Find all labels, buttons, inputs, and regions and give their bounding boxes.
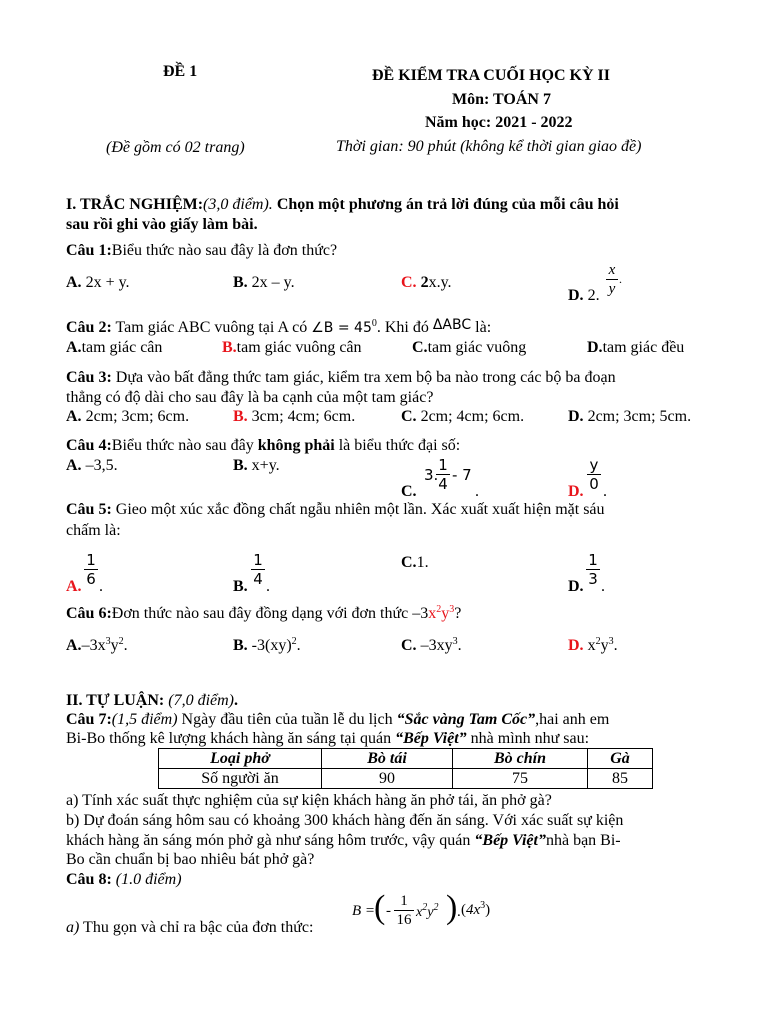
option-label: A. xyxy=(66,274,82,291)
fraction-denominator: 4 xyxy=(438,475,448,493)
q7-shop: “Bếp Việt” xyxy=(395,730,467,747)
q1-option-d xyxy=(568,286,600,305)
q5-a-fraction xyxy=(84,552,98,587)
q1-option-c xyxy=(401,273,452,292)
q7-part-a: a) Tính xác suất thực nghiệm của sự kiện khách hàng ăn phở tái, ăn phở gà? xyxy=(66,792,552,809)
formula-term: 4x xyxy=(466,902,481,918)
q1-d-end: . xyxy=(619,272,622,286)
part1-points: (3,0 điểm). xyxy=(203,196,273,213)
table-cell: 85 xyxy=(588,769,653,789)
q5-b-end: . xyxy=(266,578,270,595)
formula-monomial xyxy=(416,903,438,922)
q3-label: Câu 3: xyxy=(66,369,112,386)
formula-var: x xyxy=(416,905,423,920)
q6-option-d xyxy=(568,636,618,655)
q4-c-post: - 7 xyxy=(452,466,472,484)
q2-text: Tam giác ABC vuông tại A có xyxy=(111,319,312,336)
option-text: x+y. xyxy=(247,457,280,474)
q7-event: “Sắc vàng Tam Cốc” xyxy=(396,711,536,728)
option-text: tam giác vuông cân xyxy=(236,339,362,356)
option-text: tam giác vuông xyxy=(427,339,527,356)
q2-triangle: ΔABC xyxy=(432,317,472,333)
q2-angle: ∠B = 45 xyxy=(311,320,372,336)
exponent: 2 xyxy=(291,636,297,647)
q2-stem xyxy=(66,318,491,338)
q7-text: khách hàng ăn sáng món phở gà như sáng hôm trước, vậy quán xyxy=(66,832,475,849)
exponent: 2 xyxy=(595,636,601,647)
option-text: 2cm; 3cm; 5cm. xyxy=(583,408,692,425)
q1-stem xyxy=(66,241,337,260)
q1-text: Biểu thức nào sau đây là đơn thức? xyxy=(111,242,338,259)
q5-option-c xyxy=(401,553,429,572)
table-cell: 90 xyxy=(322,769,453,789)
q6-var: y xyxy=(441,605,450,622)
q4-option-a xyxy=(66,456,118,475)
option-text: . xyxy=(613,637,618,654)
q8-part-a-label: a) xyxy=(66,919,80,936)
table-header: Bò chín xyxy=(453,749,588,769)
option-text: y xyxy=(110,637,119,654)
option-label: C. xyxy=(401,637,417,654)
option-label: D. xyxy=(568,287,584,304)
table-header: Bò tái xyxy=(322,749,453,769)
formula-second-term: $(4x^3)$ xyxy=(461,900,491,918)
option-text: tam giác đều xyxy=(602,339,685,356)
option-label: B. xyxy=(233,637,248,654)
option-label: C. xyxy=(401,408,417,425)
q7-stem xyxy=(66,710,609,729)
q4-option-d-label: D. xyxy=(568,483,584,500)
q4-label: Câu 4: xyxy=(66,437,112,454)
q3-option-c xyxy=(401,407,524,426)
school-year: Năm học: 2021 - 2022 xyxy=(425,114,573,131)
q4-option-c-label: C. xyxy=(401,483,417,500)
formula-dot: . xyxy=(457,904,461,920)
option-label: A. xyxy=(66,339,82,356)
q3-option-d xyxy=(568,407,691,426)
option-label: D. xyxy=(568,637,584,654)
q4-d-fraction xyxy=(587,457,601,492)
q2-text: . Khi đó xyxy=(376,319,433,336)
option-text: . xyxy=(457,637,462,654)
q7-text: ,hai anh em xyxy=(535,711,610,728)
q6-text: ? xyxy=(454,605,462,622)
q8-label: Câu 8: xyxy=(66,871,112,888)
q4-d-end: . xyxy=(603,483,607,500)
q7-shop: “Bếp Việt” xyxy=(474,832,546,849)
formula-paren-open: ( xyxy=(374,889,386,926)
q7-text: Bi-Bo thống kê lượng khách hàng ăn sáng tại quán xyxy=(66,730,396,747)
q2-option-c xyxy=(412,338,526,357)
option-text: . xyxy=(123,637,128,654)
option-label: B. xyxy=(233,457,248,474)
option-text: 2x + y. xyxy=(81,274,130,291)
q7-part-b-2 xyxy=(66,831,621,850)
part1-heading: I. TRẮC NGHIỆM: xyxy=(66,196,204,213)
exponent: 2 xyxy=(422,902,428,913)
q2-text: là: xyxy=(471,319,492,336)
option-text: –3,5. xyxy=(81,457,118,474)
fraction-numerator: x xyxy=(608,262,616,278)
q6-var: x xyxy=(428,605,437,622)
option-label: D. xyxy=(587,339,603,356)
q4-c-end: . xyxy=(475,483,479,500)
part2-heading: II. TỰ LUẬN: xyxy=(66,692,165,709)
q7-points: (1,5 điểm) xyxy=(111,711,178,728)
formula-fraction xyxy=(394,893,414,928)
q3-stem xyxy=(66,368,616,387)
fraction-numerator: 1 xyxy=(400,893,408,909)
q8-part-a xyxy=(66,918,313,937)
q5-a-end: . xyxy=(99,578,103,595)
q6-text: Đơn thức nào sau đây đồng dạng với đơn thức –3 xyxy=(111,605,429,622)
option-text: 2cm; 3cm; 6cm. xyxy=(81,408,190,425)
part2-heading-line xyxy=(66,691,238,710)
q5-option-d-label: D. xyxy=(568,578,584,595)
q4-stem xyxy=(66,436,460,455)
table-cell: Số người ăn xyxy=(159,769,322,789)
pages-note: (Đề gồm có 02 trang) xyxy=(106,139,245,156)
option-label: C. xyxy=(401,274,417,291)
option-text: x xyxy=(583,637,596,654)
q7-text: nhà mình như sau: xyxy=(466,730,590,747)
option-text: 2. xyxy=(583,287,600,304)
formula-paren-close: ) xyxy=(446,889,458,926)
exam-title: ĐỀ KIỂM TRA CUỐI HỌC KỲ II xyxy=(372,67,610,84)
option-text: y xyxy=(600,637,609,654)
subject: Môn: TOÁN 7 xyxy=(452,91,551,108)
fraction-numerator: 1 xyxy=(86,551,96,569)
q5-text: Gieo một xúc xắc đồng chất ngẫu nhiên một lần. Xác xuất xuất hiện mặt sáu xyxy=(111,501,605,518)
q7-label: Câu 7: xyxy=(66,711,112,728)
q3-text: Dựa vào bất đẳng thức tam giác, kiểm tra xem bộ ba nào trong các bộ ba đoạn xyxy=(111,369,616,386)
q4-option-b xyxy=(233,456,280,475)
q3-option-a xyxy=(66,407,189,426)
time-note: Thời gian: 90 phút (không kể thời gian giao đề) xyxy=(336,138,642,155)
option-label: B. xyxy=(233,274,248,291)
formula-minus: - xyxy=(386,903,391,919)
exponent: 3 xyxy=(449,604,455,615)
option-text: 2x – y. xyxy=(247,274,295,291)
part2-end: . xyxy=(234,692,238,709)
fraction-numerator: 1 xyxy=(438,456,448,474)
table-cell: 75 xyxy=(453,769,588,789)
q2-option-a xyxy=(66,338,162,357)
q6-option-a xyxy=(66,636,128,655)
exponent: 3 xyxy=(480,900,486,911)
q2-option-b xyxy=(222,338,362,357)
q5-b-fraction xyxy=(251,552,265,587)
option-label: C. xyxy=(401,554,417,571)
option-text: . xyxy=(296,637,301,654)
q4-text: Biểu thức nào sau đây xyxy=(111,437,258,454)
q5-stem xyxy=(66,500,605,519)
q4-text-bold: không phải xyxy=(257,437,335,454)
q4-c-fraction xyxy=(436,457,450,492)
q8-points: (1.0 điểm) xyxy=(111,871,182,888)
q1-label: Câu 1: xyxy=(66,242,112,259)
q5-option-a-label: A. xyxy=(66,578,82,595)
table-header: Gà xyxy=(588,749,653,769)
part1-instruction: Chọn một phương án trả lời đúng của mỗi câu hỏi xyxy=(272,196,619,213)
q5-d-fraction xyxy=(586,552,600,587)
q1-option-b xyxy=(233,273,295,292)
customer-table xyxy=(158,748,653,789)
q6-label: Câu 6: xyxy=(66,605,112,622)
table-header-row xyxy=(159,749,653,769)
q7-part-b-3: Bo cần chuẩn bị bao nhiêu bát phở gà? xyxy=(66,851,315,868)
option-text: -3(xy) xyxy=(247,637,292,654)
q5-d-end: . xyxy=(601,578,605,595)
exam-code: ĐỀ 1 xyxy=(163,63,198,80)
q1-d-fraction xyxy=(606,262,618,297)
exponent: 2 xyxy=(433,902,439,913)
option-text: –3x xyxy=(81,637,106,654)
formula-lhs: B = xyxy=(352,903,376,919)
exponent: 3 xyxy=(608,636,614,647)
q7-part-b-1: b) Dự đoán sáng hôm sau có khoảng 300 khách hàng đến ăn sáng. Với xác suất sự kiện xyxy=(66,812,624,829)
option-label: A. xyxy=(66,457,82,474)
q6-option-c xyxy=(401,636,462,655)
fraction-denominator: 0 xyxy=(589,475,599,493)
q4-c-pre: 3. xyxy=(424,466,439,484)
option-label: B. xyxy=(222,339,237,356)
option-label: A. xyxy=(66,408,82,425)
fraction-denominator: 3 xyxy=(588,570,598,588)
exponent: 3 xyxy=(105,636,111,647)
q7-text: nhà bạn Bi- xyxy=(545,832,621,849)
q2-option-d xyxy=(587,338,684,357)
exponent: 2 xyxy=(118,636,124,647)
option-text: 2cm; 4cm; 6cm. xyxy=(416,408,525,425)
q3-stem-2: thẳng có độ dài cho sau đây là ba cạnh của một tam giác? xyxy=(66,389,434,406)
option-text: –3xy xyxy=(416,637,453,654)
fraction-denominator: 6 xyxy=(86,570,96,588)
q6-option-b xyxy=(233,636,301,655)
q5-label: Câu 5: xyxy=(66,501,112,518)
option-text: tam giác cân xyxy=(81,339,163,356)
q3-option-b xyxy=(233,407,355,426)
fraction-numerator: 1 xyxy=(253,551,263,569)
exponent: 2 xyxy=(436,604,442,615)
q4-text: là biểu thức đại số: xyxy=(334,437,461,454)
option-label: C. xyxy=(412,339,428,356)
fraction-numerator: 1 xyxy=(588,551,598,569)
q7-stem-2 xyxy=(66,729,589,748)
option-text: 2 xyxy=(416,274,429,291)
option-text: 3cm; 4cm; 6cm. xyxy=(247,408,356,425)
table-header: Loại phở xyxy=(159,749,322,769)
degree-sup: 0 xyxy=(371,318,377,329)
part2-points: (7,0 điểm) xyxy=(164,692,234,709)
option-text: x.y. xyxy=(428,274,452,291)
fraction-numerator: y xyxy=(589,456,599,474)
part1-heading-line xyxy=(66,195,619,214)
formula-var: y xyxy=(427,905,434,920)
option-label: D. xyxy=(568,408,584,425)
table-row xyxy=(159,769,653,789)
q5-option-b-label: B. xyxy=(233,578,248,595)
option-label: B. xyxy=(233,408,248,425)
fraction-denominator: 16 xyxy=(396,912,412,928)
q8-text: Thu gọn và chỉ ra bậc của đơn thức: xyxy=(79,919,314,936)
q2-label: Câu 2: xyxy=(66,319,112,336)
exponent: 3 xyxy=(452,636,458,647)
q8-stem xyxy=(66,870,182,889)
q1-option-a xyxy=(66,273,130,292)
q5-stem-2: chấm là: xyxy=(66,522,121,539)
fraction-denominator: 4 xyxy=(253,570,263,588)
option-text: 1. xyxy=(416,554,429,571)
part1-instruction-2: sau rồi ghi vào giấy làm bài. xyxy=(66,216,258,233)
q7-text: Ngày đầu tiên của tuần lễ du lịch xyxy=(177,711,397,728)
q6-stem xyxy=(66,604,461,623)
fraction-denominator: y xyxy=(608,281,616,297)
option-label: A. xyxy=(66,637,82,654)
